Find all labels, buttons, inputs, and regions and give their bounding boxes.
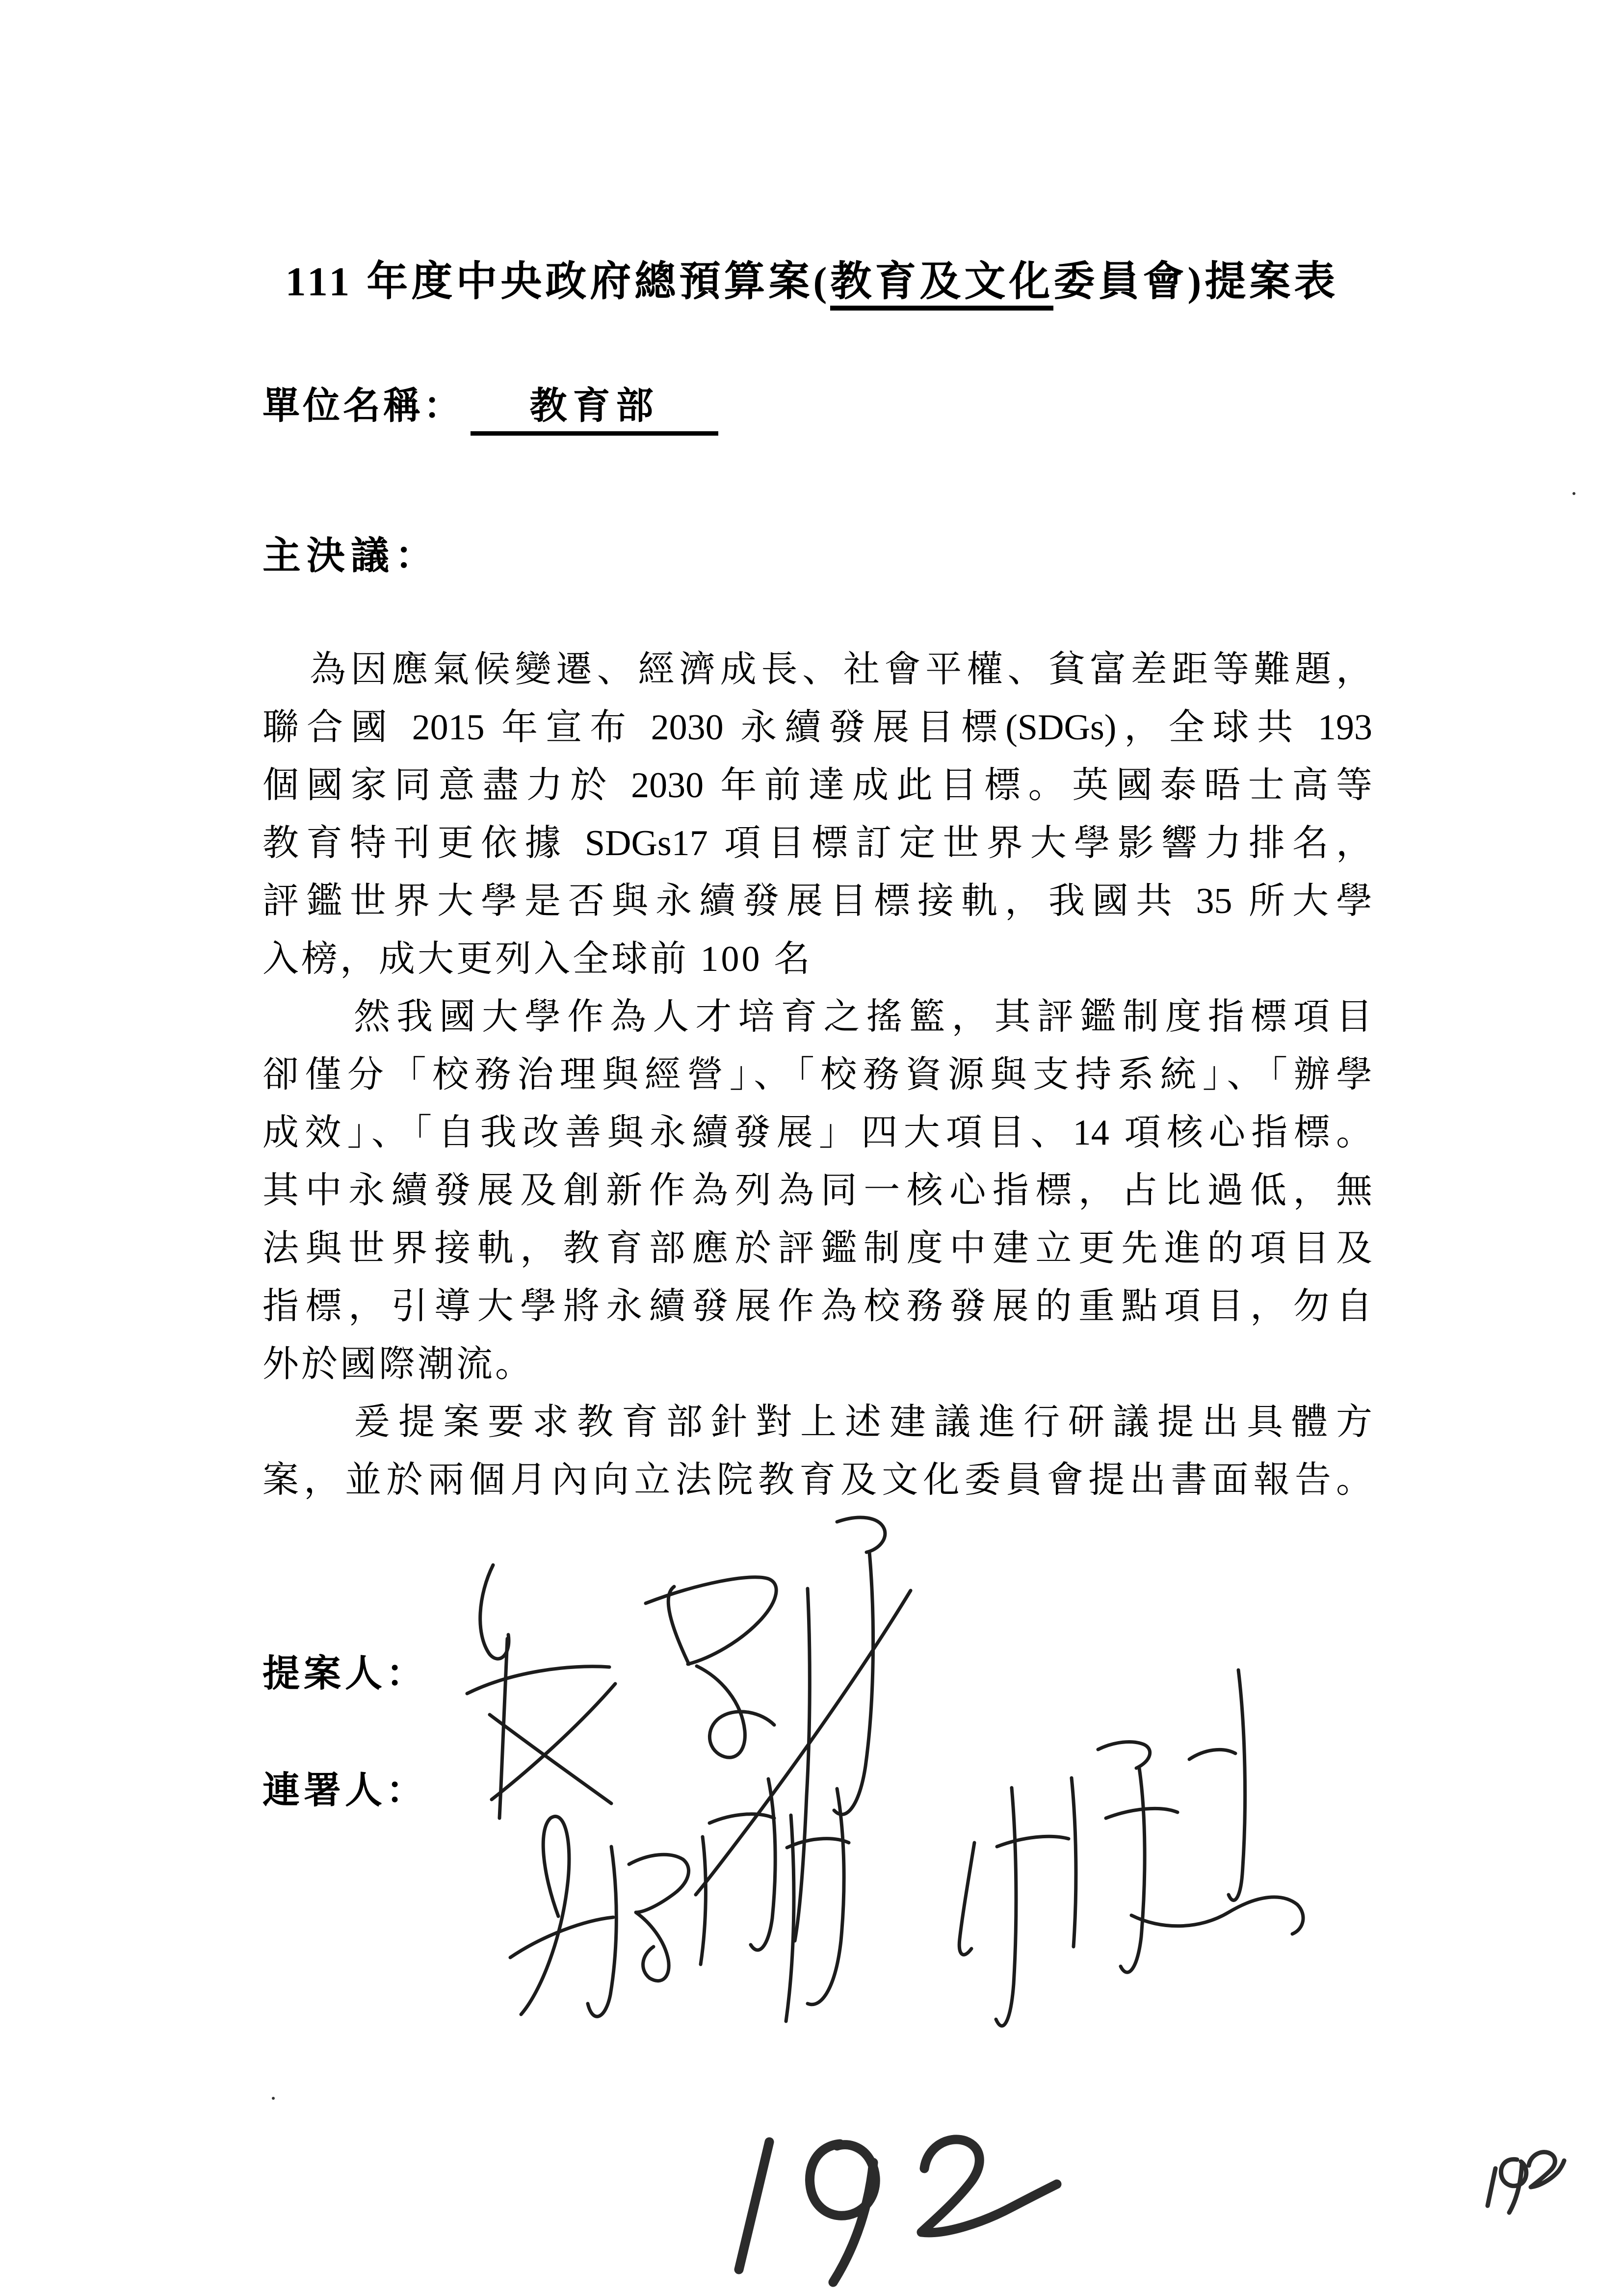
- scan-speckle: [272, 2097, 275, 2100]
- proposer-label: 提案人：: [262, 1653, 427, 1695]
- handwritten-page-number-large: [739, 2139, 1057, 2282]
- body-line: 卻僅分「校務治理與經營」、「校務資源與支持系統」、「辦學: [262, 1055, 1372, 1095]
- body-line: 成效」、「自我改善與永續發展」四大項目、14 項核心指標。: [262, 1113, 1372, 1153]
- body-line: 案，並於兩個月內向立法院教育及文化委員會提出書面報告。: [262, 1460, 1372, 1500]
- body-line: 個國家同意盡力於 2030 年前達成此目標。英國泰晤士高等: [262, 765, 1372, 806]
- body-line: 指標，引導大學將永續發展作為校務發展的重點項目，勿自: [262, 1286, 1372, 1327]
- unit-name-label: 單位名稱：: [262, 386, 464, 427]
- title-part2: 委員會)提案表: [1053, 259, 1339, 305]
- body-line: 法與世界接軌，教育部應於評鑑制度中建立更先進的項目及: [262, 1228, 1372, 1269]
- body-line: 外於國際潮流。: [262, 1344, 534, 1384]
- cosigner-signature-2: [959, 1670, 1303, 2026]
- body-line: 其中永續發展及創新作為列為同一核心指標，占比過低，無: [262, 1171, 1372, 1211]
- cosigner-label: 連署人：: [262, 1770, 427, 1811]
- body-line: 爰提案要求教育部針對上述建議進行研議提出具體方: [354, 1402, 1372, 1442]
- main-resolution-heading: 主決議：: [262, 534, 440, 577]
- body-line: 評鑑世界大學是否與永續發展目標接軌，我國共 35 所大學: [262, 881, 1372, 921]
- handwritten-page-number-small: [1488, 2152, 1564, 2213]
- body-line: 然我國大學作為人才培育之搖籃，其評鑑制度指標項目: [354, 997, 1372, 1037]
- title-part1: 111 年度中央政府總預算案(: [285, 259, 831, 305]
- body-line: 教育特刊更依據 SDGs17 項目標訂定世界大學影響力排名，: [262, 823, 1372, 863]
- body-line: 聯合國 2015 年宣布 2030 永續發展目標(SDGs)，全球共 193: [262, 707, 1372, 748]
- body-line: 入榜，成大更列入全球前 100 名: [262, 939, 812, 979]
- unit-name-value: 教育部: [471, 376, 718, 436]
- scan-speckle: [1572, 492, 1575, 495]
- cosigner-signature-1: [510, 1779, 849, 2021]
- title-underlined-committee: 教育及文化: [830, 259, 1053, 311]
- body-line: 為因應氣候變遷、經濟成長、社會平權、貧富差距等難題，: [310, 650, 1372, 690]
